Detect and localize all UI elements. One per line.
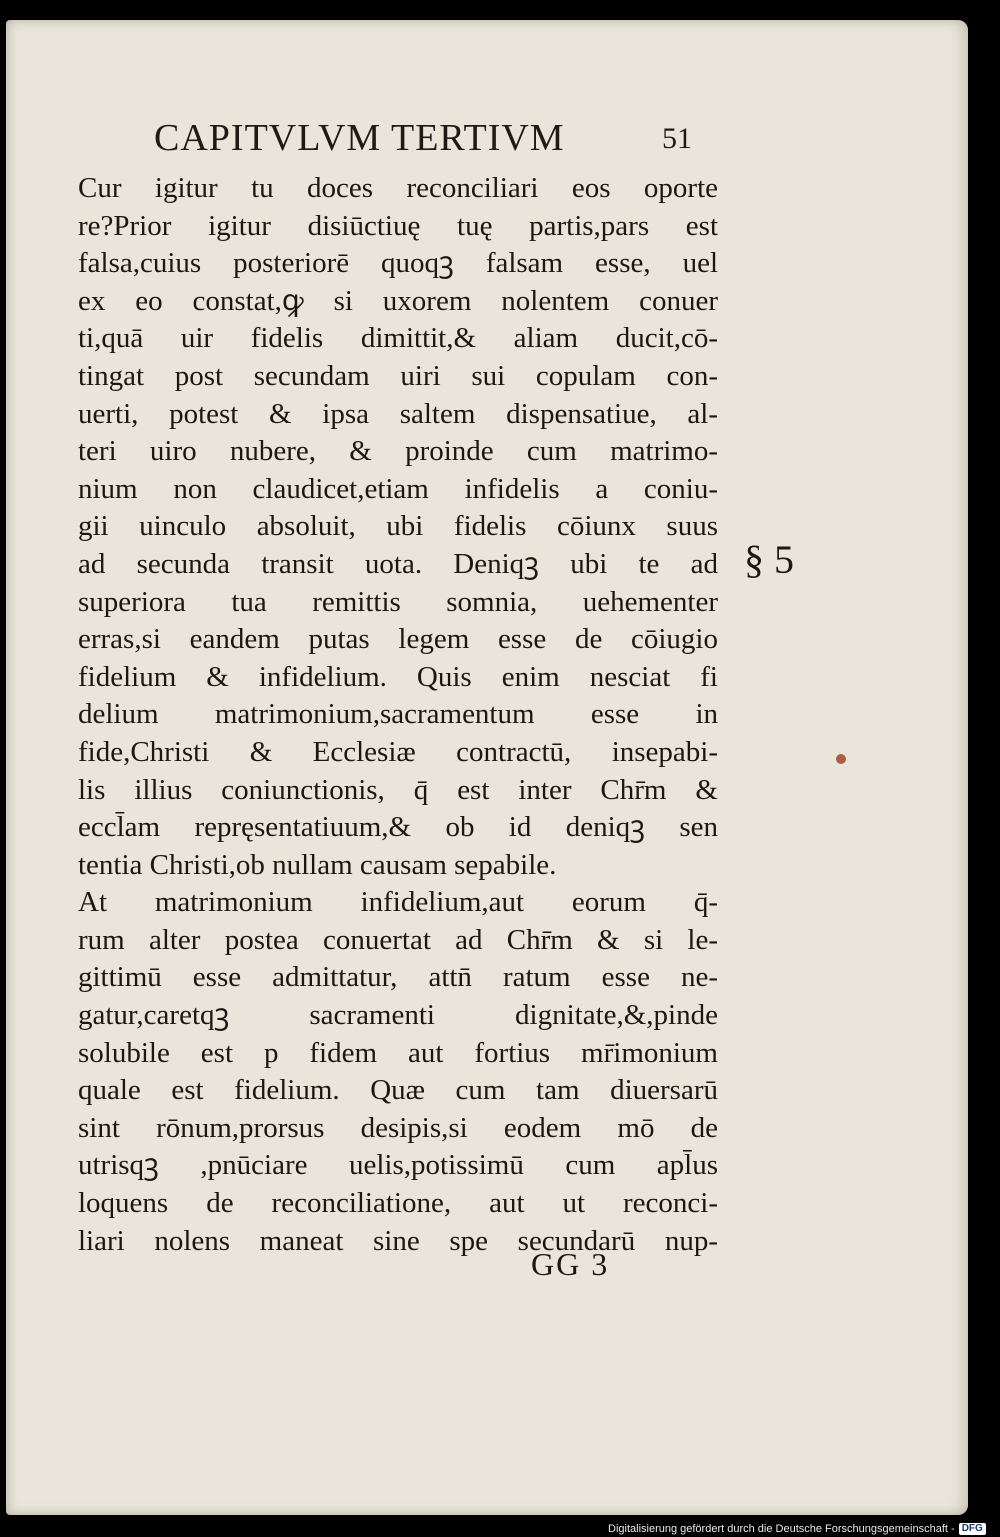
text-line: lis illius coniunctionis, q̄ est inter Chr̄m & [78,773,718,806]
text-line: utrisqꝫ ,pnūciare uelis,potissimū cum apl̄us [78,1149,718,1182]
text-line: delium matrimonium,sacramentum esse in [78,698,718,731]
dfg-logo: DFG [959,1523,986,1535]
running-title: CAPITVLVM TERTIVM [154,117,565,159]
text-line: superiora tua remittis somnia, uehementer [78,585,718,618]
digitization-footer [608,1522,986,1536]
text-line: ad secunda transit uota. Deniqꝫ ubi te ad [78,547,718,580]
text-line: eccl̄am repręsentatiuum,& ob id deniqꝫ sen [78,811,718,844]
text-line: uerti, potest & ipsa saltem dispensatiue, al- [78,397,718,430]
text-line: Cur igitur tu doces reconciliari eos oporte [78,172,718,204]
marginal-section-mark: § 5 [744,537,794,582]
text-line: At matrimonium infidelium,aut eorum q̄- [78,886,718,919]
text-line: sint rōnum,prorsus desipis,si eodem mō de [78,1111,718,1144]
page-number: 51 [662,122,692,155]
text-line: liari nolens maneat sine spe secundarū nup- [78,1224,718,1257]
text-line: gii uinculo absoluit, ubi fidelis cōiunx suus [78,510,718,543]
book-page [6,20,968,1515]
text-line: quale est fidelium. Quæ cum tam diuersarū [78,1074,718,1107]
text-line: teri uiro nubere, & proinde cum matrimo- [78,435,718,468]
text-line: falsa,cuius posteriorē quoqꝫ falsam esse, uel [78,247,718,280]
text-line: re?Prior igitur disiūctiuę tuę partis,pars est [78,209,718,242]
text-line: rum alter postea conuertat ad Chr̄m & si le- [78,923,718,956]
text-line: gatur,caretqꝫ sacramenti dignitate,&,pinde [78,999,718,1032]
text-line: loquens de reconciliatione, aut ut reconci- [78,1187,718,1220]
ink-spot [836,754,846,764]
text-line: fide,Christi & Ecclesiæ contractū, insepabi- [78,735,718,768]
text-line: ti,quā uir fidelis dimittit,& aliam ducit,cō- [78,322,718,355]
text-line: solubile est p fidem aut fortius mr̄imonium [78,1036,718,1069]
signature-mark: GG 3 [531,1246,610,1282]
text-line: nium non claudicet,etiam infidelis a coniu- [78,472,718,505]
text-line: fidelium & infidelium. Quis enim nesciat fi [78,660,718,693]
text-line: gittimū esse admittatur, attn̄ ratum esse ne- [78,961,718,994]
footer-credit: Digitalisierung gefördert durch die Deutsche Forschungsgemeinschaft - [608,1523,955,1535]
body-text [78,170,718,1260]
page-header [154,116,714,164]
text-line: tingat post secundam uiri sui copulam con- [78,359,718,392]
text-line: ex eo constat,ꝙ si uxorem nolentem conuer [78,284,718,317]
text-line: tentia Christi,ob nullam causam sepabile. [78,848,557,881]
text-line: erras,si eandem putas legem esse de cōiugio [78,623,718,656]
